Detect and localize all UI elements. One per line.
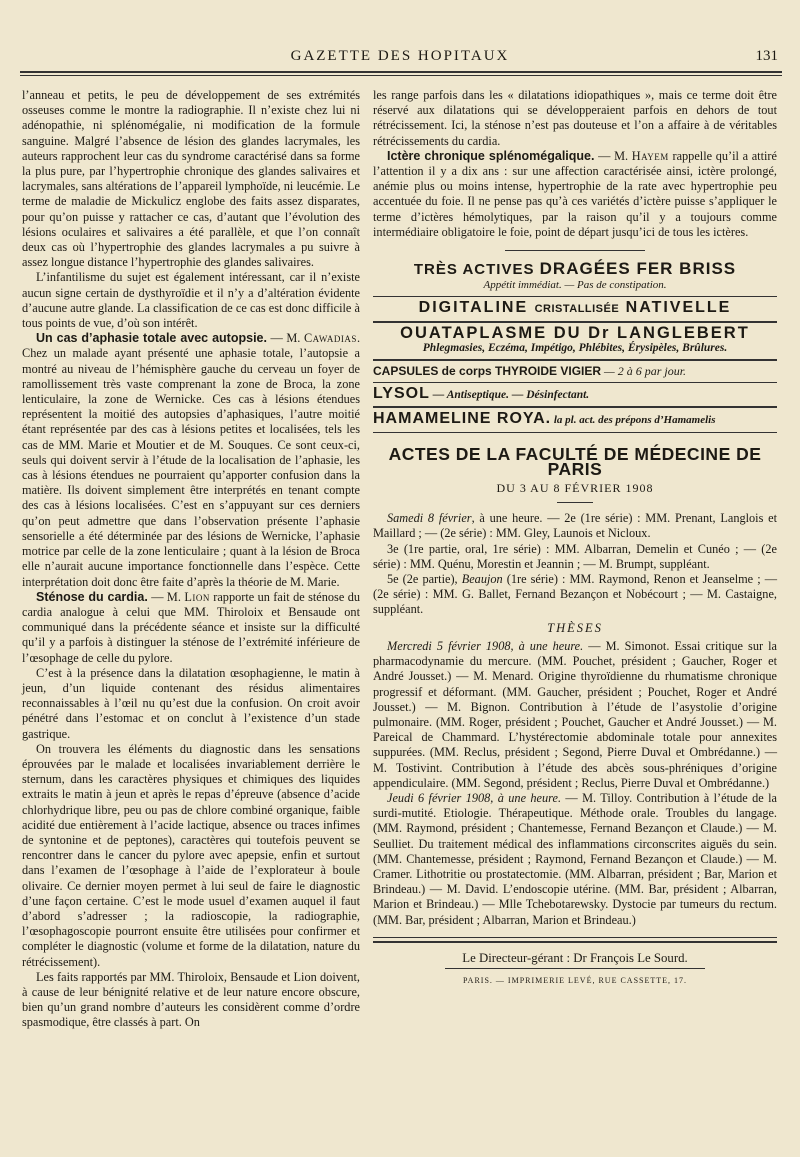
section-ictere: Ictère chronique splénomégalique. — M. Hayem rappelle qu’il a attiré l’attention il y a dix ans : sur une affection caractérisée ainsi, ictère prolongé, anémie plus ou moins intense, hypertrophie de la rate avec hypertrophie peu accentuée du foie. Il ne pense pas qu’à ces variétés d’ictère puisse s’appliquer le terme d’ictères hémolytiques, par la raison qu’il y a toujours comme intermédiaire obligatoire le foie, point de départ jusqu’ici de tous les ictères. [373, 148, 777, 239]
divider [505, 250, 645, 251]
faculty-acts-title: ACTES DE LA FACULTÉ DE MÉDECINE DE PARIS [388, 443, 762, 479]
ad-hamameline: HAMAMELINE ROYA. la pl. act. des prépons d’Hamamelis [373, 410, 716, 428]
author-name: Cawadias [303, 331, 357, 346]
ad-dragees-fer-bris: TRÈS ACTIVES DRAGÉES FER BRISS [413, 259, 737, 279]
paragraph: On trouvera les éléments du diagnostic dans les sensations éprouvées par le malade et localisées invariablement derrière le sternum, dans les caractères physiques et chimiques des liquides extraits le matin à jeun et après le repas d’épreuve (absence d’acide chlorhydrique libre, peu ou pas de chlore combiné organique, faible acidité due entièrement à l’acide lactique, absence ou traces infimes de syntonine et de peptones), caractères qui toutefois peuvent se rencontrer dans le cancer du pylore avec apepsie, enfin et surtout dans l’examen de l’œsophage à l’aide de l’explorateur à boule olivaire. Ce dernier moyen permet à lui seul de faire le diagnostic d’une façon certaine. C’est le mode usuel d’examen auquel il faut d’abord s’adresser ; la radioscopie, la radiographie, l’œsophagoscopie pourront ensuite être utilisées pour confirmer et compléter le diagnostic (volume et forme de la dilatation, nature du rétrécissement). [22, 741, 360, 969]
footer-rule [373, 937, 777, 938]
divider [557, 502, 593, 503]
thesis-entry: Jeudi 6 février 1908, à une heure. — M. Tilloy. Contribution à l’étude de la surdi-mutité. Etiologie. Thérapeutique. Méthode orale. Troubles du langage. (MM. Raymond, président ; Chantemesse, Fernand Bezançon et Claude.) — M. Seulliet. Du traitement médical des inflammations circonscrites aiguës du sein. (MM. Chantemesse, président ; Raymond, Fernand Bezançon et Claude.) — M. Cramer. Lithotritie ou prostatectomie. (MM. Albarran, président ; Bar, Marion et Brindeau.) — M. David. L’endoscopie utérine. (MM. Bar, président ; Albarran, Marion et Brindeau.) — Mlle Tchebotarewsky. Dystocie par tumeurs du rectum. (MM. Bar, président ; Albarran, Marion et Brindeau.) [373, 790, 777, 927]
page-header [0, 48, 800, 70]
ad-rule [373, 321, 777, 323]
footer-rule-thick [373, 941, 777, 943]
exam-entry: 5e (2e partie), Beaujon (1re série) : MM. Raymond, Renon et Jeanselme ; — (2e série) : MM. G. Ballet, Fernand Bezançon et Nobécourt ; — M. Castaigne, suppléant. [373, 572, 777, 617]
journal-title: GAZETTE DES HOPITAUX [290, 48, 510, 64]
header-rule-thin [20, 75, 782, 76]
exam-entry: 3e (1re partie, oral, 1re série) : MM. Albarran, Demelin et Cunéo ; — (2e série) : MM. Quénu, Morestin et Jeannin ; — M. Brumpt, suppléant. [373, 541, 777, 571]
ad-ouataplasme: OUATAPLASME DU Dr LANGLEBERT [400, 323, 750, 342]
paragraph: les range parfois dans les « dilatations idiopathiques », mais ce terme doit être réservé aux dilatations qui se développeraient parfois en dehors de tout rétrécissement. Ici, la sténose n’est pas douteuse et l’on a affaire à de véritables rétrécissements du cardia. [373, 88, 777, 148]
paragraph: Les faits rapportés par MM. Thiroloix, Bensaude et Lion doivent, à cause de leur bénignité relative et de leur nature encore obscure, bien qu’un grand nombre d’auteurs les considèrent comme d’ordre spasmodique, être classés à part. On [22, 969, 360, 1030]
left-column [22, 88, 360, 1031]
section-aphasie: Un cas d’aphasie totale avec autopsie. — M. Cawadias. Chez un malade ayant présenté une aphasie totale, l’autopsie a montré au niveau de l’hémisphère gauche du cerveau un foyer de ramollissement très vaste comprenant la zone de Broca, la zone lenticulaire, la zone de Wernicke. Ces cas à lésions étendues représentent la moitié des autopsies d’aphasiques, l’autre moitié étant représentée par des cas à lésions petites et localisées, tels les cas de MM. Marie et Moutier et de M. Souques. Ce sont ceux-ci, seuls qui doivent servir à l’étude de la localisation de l’aphasie, les cas à lésions étendues ne pourraient qu’apporter confusion dans la matière. Ils doivent simplement être interprétés en tenant compte des cas à lésions localisées. C’est en s’appuyant sur ces derniers qu’on peut admettre que dans l’observation présente l’aphasie sensorielle a été déterminée par des lésions de Wernicke, l’aphasie motrice par celle de la zone lenticulaire ; quant à la lésion de Broca elle n’aurait aucune importance fonctionnelle dans l’espèce. Cette interprétation doit donc être faite d’après la théorie de M. Marie. [22, 331, 361, 589]
page-number: 131 [755, 48, 778, 64]
author-name: Lion [184, 589, 210, 604]
ad-rule [373, 359, 777, 361]
thesis-entry: Mercredi 5 février 1908, à une heure. — M. Simonot. Essai critique sur la pharmacodynamie du mercure. (MM. Pouchet, président ; Gaucher, Roger et André Jousset.) — M. Menard. Origine thyroïdienne du rhumatisme chronique progressif et déformant. (MM. Gaucher, président ; Pouchet, Roger et André Jousset.) — M. Bignon. Contribution à l’étude de l’asystolie d’origine pulmonaire. (MM. Roger, président ; Pouchet, Gaucher et André Jousset.) — M. Pareical de Chammard. L’hystérectomie abdominale totale pour annexites suppurées. (MM. Reclus, président ; Segond, Pierre Duval et Ombrédanne.) — M. Tostivint. Contribution à l’étude des abcès sous-phréniques d’origine appendiculaire. (MM. Segond, président ; Reclus, Pierre Duval et Ombrédanne.) [373, 638, 777, 790]
ad-rule [373, 296, 777, 297]
paragraph: L’infantilisme du sujet est également intéressant, car il n’existe aucun signe certain de dysthyroïdie et il n’y a d’altération évidente d’aucune autre glande. La classification de ce cas est donc difficile à tous points de vue, d’où son intérêt. [22, 270, 360, 331]
faculty-acts-dates: DU 3 AU 8 FÉVRIER 1908 [496, 481, 654, 496]
advertisements [373, 261, 777, 433]
section-title: Un cas d’aphasie totale avec autopsie. [36, 331, 267, 346]
ad-capsules-thyroide: CAPSULES de corps THYROIDE VIGIER — 2 à 6 par jour. [373, 364, 687, 379]
paragraph: l’anneau et petits, le peu de développement de ses extrémités osseuses comme le montre la radiographie. Il n’existe chez lui ni adénopathie, ni splénomégalie, ni modification de la formule sanguine. Malgré l’absence de lésion des glandes lacrymales, les auteurs rapprochent leur cas du syndrome caractérisé dans sa forme la plus pure, par l’hypertrophie chronique des glandes salivaires et lacrymales, sans altérations de l’appareil lymphoïde, ni leucémie. Le terme de maladie de Mickulicz englobe des faits assez disparates, pour qu’on puisse y rattacher ce cas, d’autant que l’évolution des lésions oculaires et salivaires a été parallèle, et que l’on connaît deux cas où l’hypertrophie des glandes lacrymales a pu suivre à assez longue distance l’hypertrophie des glandes salivaires. [22, 88, 360, 270]
section-title: Ictère chronique splénomégalique. [387, 148, 595, 163]
ad-rule [373, 406, 777, 408]
right-column [373, 88, 777, 988]
paragraph: C’est à la présence dans la dilatation œsophagienne, le matin à jeun, d’un liquide contenant des résidus alimentaires reconnaissables à l’œil nu qu’est due la confusion. On croit avoir pénétré dans l’estomac et on conclut à l’existence d’un stade gastrique. [22, 665, 360, 741]
divider [445, 968, 705, 969]
ad-subtitle: Appétit immédiat. — Pas de constipation. [483, 279, 667, 292]
header-rule [20, 71, 782, 73]
section-stenose: Sténose du cardia. — M. Lion rapporte un fait de sténose du cardia analogue à celui que MM. Thiroloix et Bensaude ont communiqué dans la précédente séance et insiste sur la difficulté qu’il y a parfois à distinguer la sténose de l’extrémité inférieure de l’œsophage de celle du pylore. [22, 589, 361, 665]
ad-rule [373, 432, 777, 433]
printer-line: PARIS. — IMPRIMERIE LEVÉ, RUE CASSETTE, 17. [462, 975, 688, 985]
section-title: Sténose du cardia. [36, 589, 148, 604]
exam-entry: Samedi 8 février, à une heure. — 2e (1re série) : MM. Prenant, Langlois et Maillard ; — (2e série) : MM. Gley, Launois et Nicloux. [373, 511, 777, 541]
ad-rule [373, 382, 777, 383]
ad-digitaline: DIGITALINE CRISTALLISÉE NATIVELLE [418, 299, 732, 317]
theses-heading: THÈSES [547, 620, 603, 635]
director-line: Le Directeur-gérant : Dr François Le Sourd. [462, 950, 688, 965]
author-name: Hayem [631, 148, 669, 163]
ad-lysol: LYSOL — Antiseptique. — Désinfectant. [373, 385, 590, 403]
ad-subtitle: Phlegmasies, Eczéma, Impétigo, Phlébites, Érysipèles, Brûlures. [422, 341, 728, 354]
